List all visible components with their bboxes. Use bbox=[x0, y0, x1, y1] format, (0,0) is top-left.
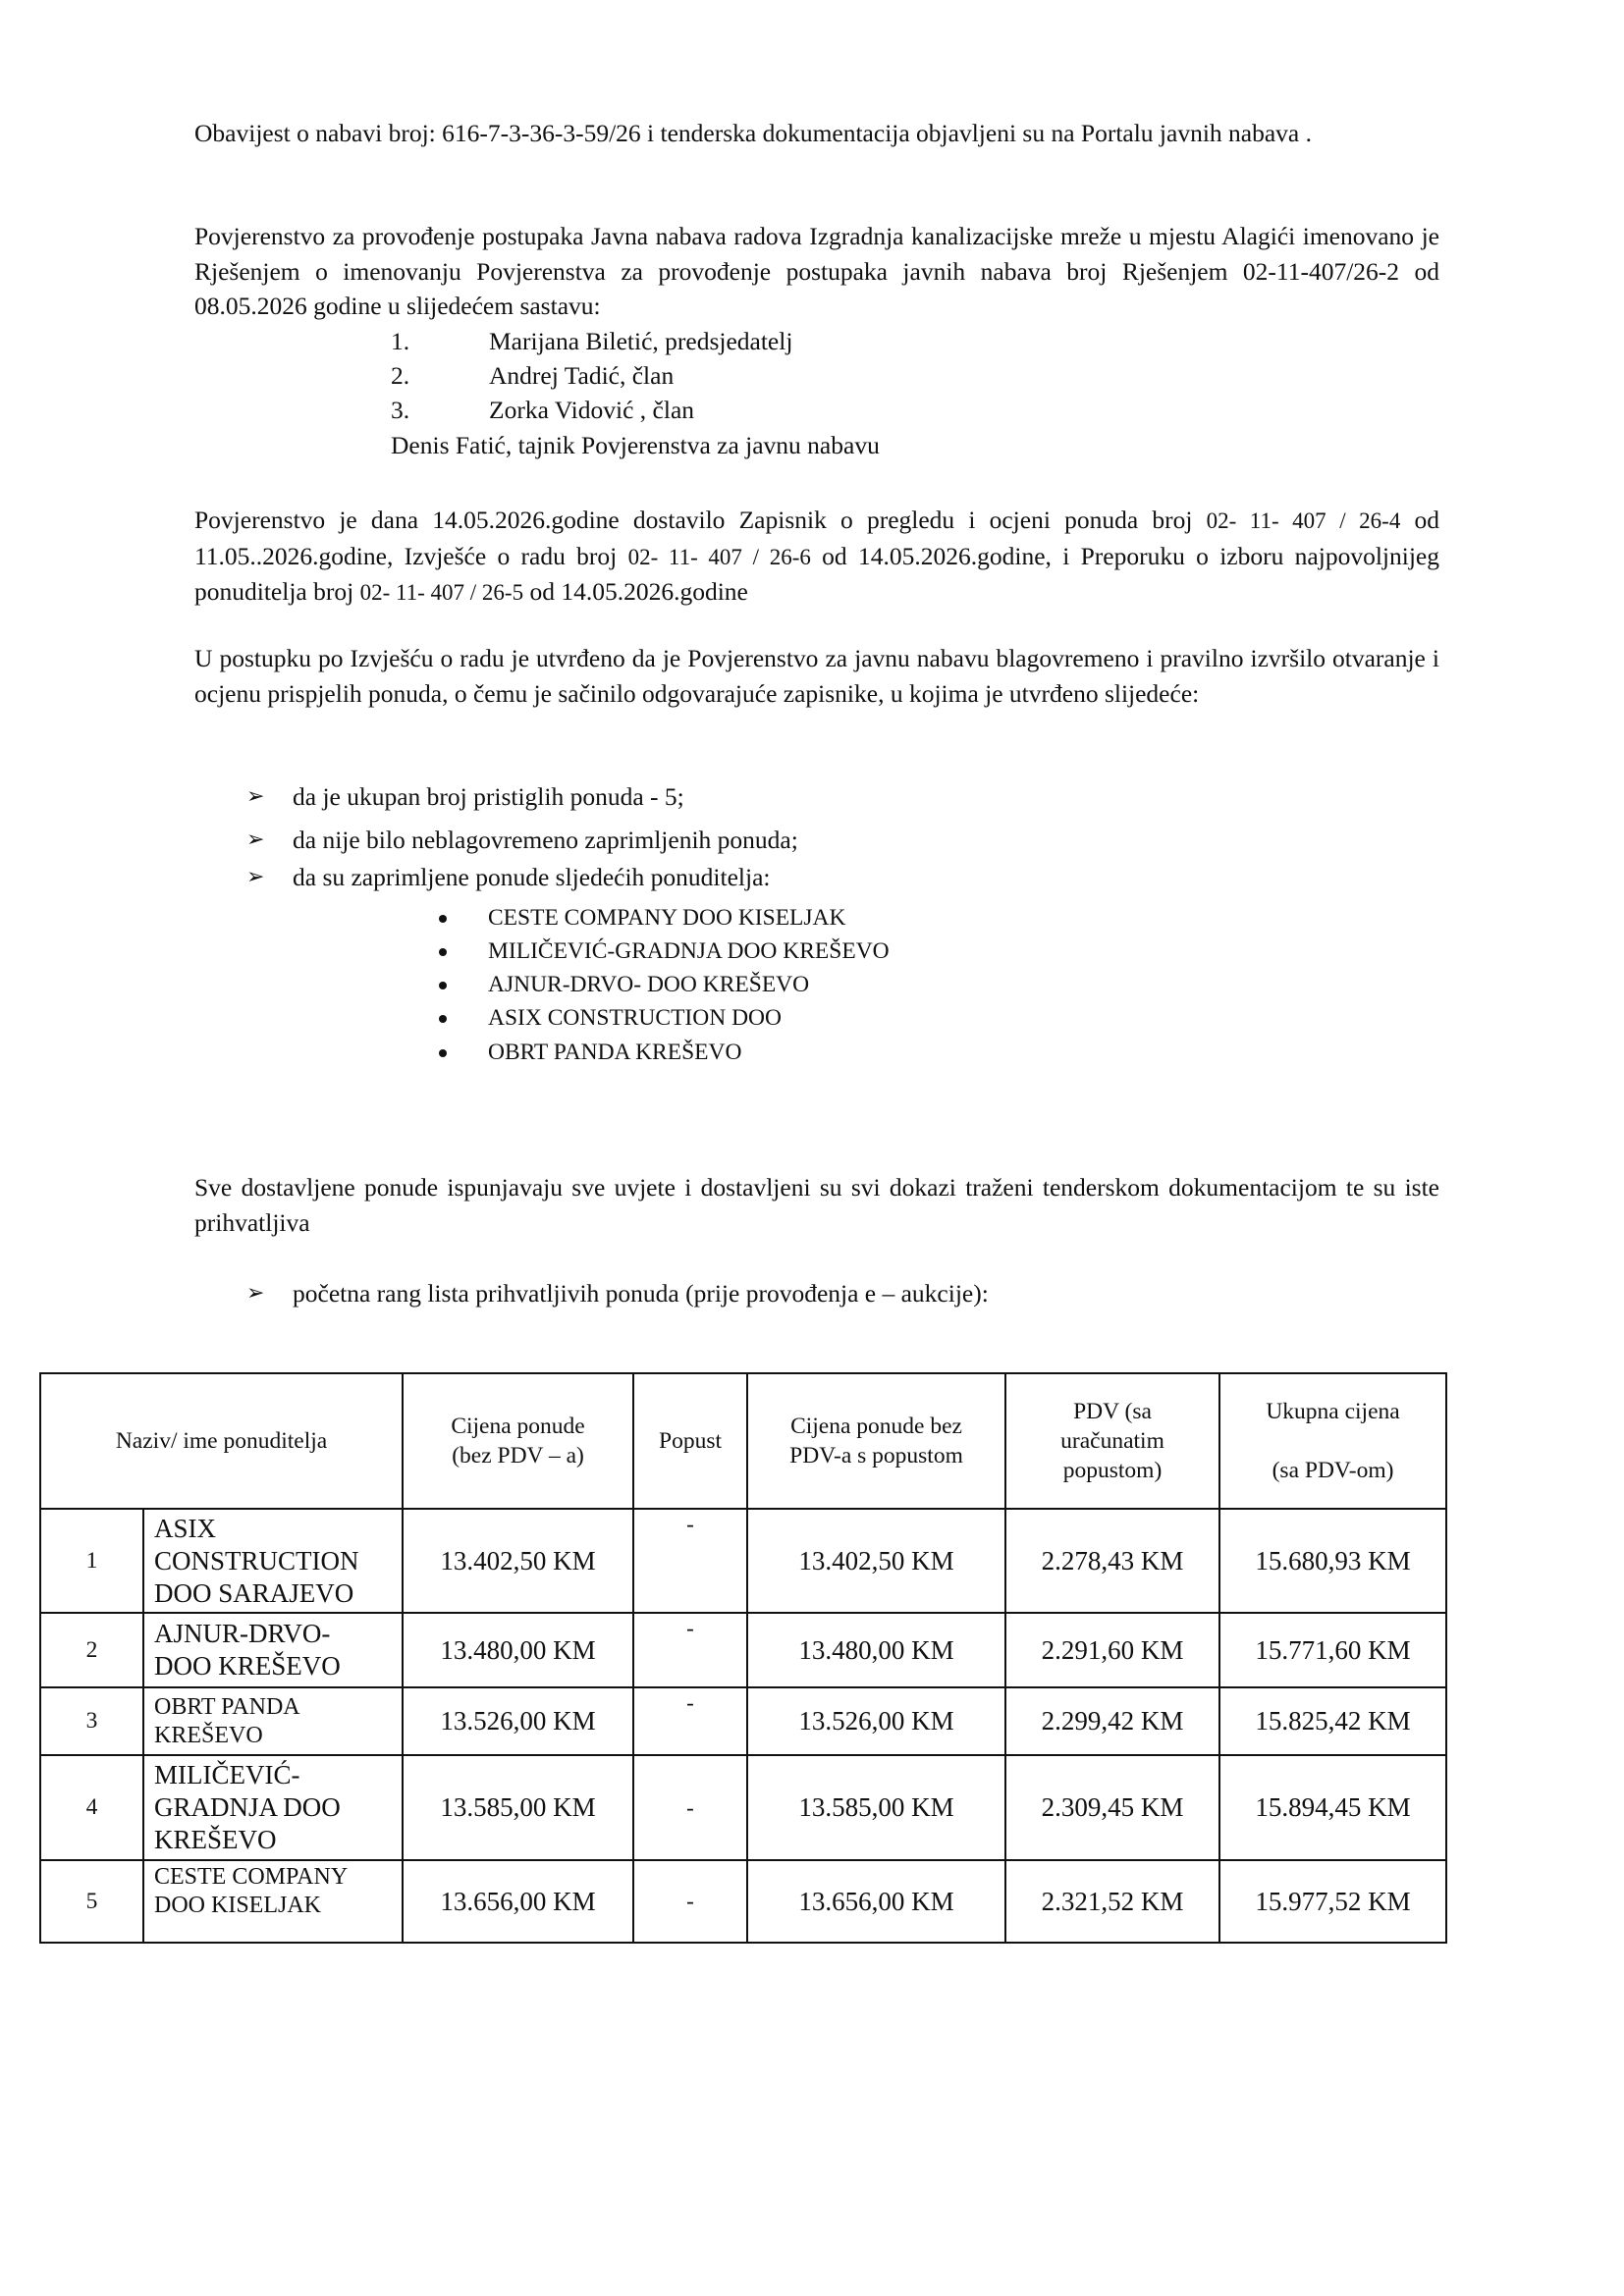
header-text: Cijena ponude bbox=[451, 1414, 585, 1439]
discount-cell: - bbox=[633, 1687, 747, 1755]
bidder-cell bbox=[143, 1860, 403, 1943]
header-text: (bez PDV – a) bbox=[452, 1443, 584, 1468]
discount-cell: - bbox=[633, 1613, 747, 1687]
bidder-name-line: DOO KREŠEVO bbox=[154, 1651, 341, 1681]
header-name bbox=[40, 1373, 403, 1509]
price-discounted-cell: 13.585,00 KM bbox=[747, 1755, 1005, 1860]
table-row bbox=[40, 1860, 1446, 1943]
arrow-bullet-icon: ➢ bbox=[246, 828, 265, 852]
reference-number: 02- 11- 407 / 26-5 bbox=[359, 580, 524, 605]
price-discounted-cell: 13.656,00 KM bbox=[747, 1860, 1005, 1943]
member-number: 2. bbox=[391, 361, 410, 390]
table-row bbox=[40, 1687, 1446, 1755]
bidder-name-line: KREŠEVO bbox=[154, 1825, 277, 1854]
vat-cell: 2.299,42 KM bbox=[1005, 1687, 1219, 1755]
acceptance-paragraph bbox=[194, 1170, 1439, 1240]
price-discounted-cell: 13.402,50 KM bbox=[747, 1509, 1005, 1613]
finding-text: da nije bilo neblagovremeno zaprimljenih ponuda; bbox=[293, 826, 798, 854]
header-vat bbox=[1005, 1373, 1219, 1509]
committee-text: Povjerenstvo za provođenje postupaka Javna nabava radova Izgradnja kanalizacijske mreže u mjestu Alagići imenovano je Rješenjem o imenovanju Povjerenstva za provođenje postupaka javnih nabava broj Rješenjem 02-11-407/26-2 od 08.05.2026 godine u slijedećem sastavu: bbox=[194, 222, 1439, 320]
bullet-dot-icon bbox=[439, 1049, 447, 1057]
rank-cell: 2 bbox=[40, 1613, 143, 1687]
ranking-table bbox=[39, 1372, 1447, 1944]
report-paragraph bbox=[194, 503, 1439, 611]
report-text-part: od 14.05.2026.godine, i Preporuku o izboru najpovoljnijeg ponuditelja broj bbox=[194, 541, 1439, 606]
bidder-name-line: OBRT PANDA bbox=[154, 1693, 300, 1720]
bullet-dot-icon bbox=[439, 915, 447, 923]
secretary-name: Denis Fatić, tajnik Povjerenstva za javnu nabavu bbox=[391, 431, 880, 459]
header-text: uračunatim bbox=[1060, 1428, 1164, 1454]
bidder-cell bbox=[143, 1509, 403, 1613]
bidder-name: CESTE COMPANY DOO KISELJAK bbox=[488, 905, 846, 931]
findings-text: U postupku po Izvješću o radu je utvrđeno da je Povjerenstvo za javnu nabavu blagovremeno i pravilno izvršilo otvaranje i ocjenu prispjelih ponuda, o čemu je sačinilo odgovarajuće zapisnike, u kojima je utvrđeno slijedeće: bbox=[194, 644, 1439, 708]
reference-number: 02- 11- 407 / 26-6 bbox=[627, 544, 811, 569]
bidder-name-line: CONSTRUCTION bbox=[154, 1545, 359, 1575]
table-row bbox=[40, 1509, 1446, 1613]
vat-cell: 2.321,52 KM bbox=[1005, 1860, 1219, 1943]
bullet-dot-icon bbox=[439, 1015, 447, 1023]
report-text-part: od 14.05.2026.godine bbox=[523, 577, 748, 606]
rank-cell: 3 bbox=[40, 1687, 143, 1755]
finding-text: da su zaprimljene ponude sljedećih ponuditelja: bbox=[293, 863, 771, 891]
price-cell: 13.402,50 KM bbox=[403, 1509, 633, 1613]
header-text: popustom) bbox=[1062, 1458, 1163, 1483]
finding-text: da je ukupan broj pristiglih ponuda - 5; bbox=[293, 782, 684, 811]
total-cell: 15.825,42 KM bbox=[1219, 1687, 1446, 1755]
total-cell: 15.680,93 KM bbox=[1219, 1509, 1446, 1613]
member-name: Andrej Tadić, član bbox=[489, 361, 675, 390]
header-price-discounted bbox=[747, 1373, 1005, 1509]
vat-cell: 2.309,45 KM bbox=[1005, 1755, 1219, 1860]
vat-cell: 2.278,43 KM bbox=[1005, 1509, 1219, 1613]
table-header-row bbox=[40, 1373, 1446, 1509]
discount-cell: - bbox=[633, 1860, 747, 1943]
price-cell: 13.656,00 KM bbox=[403, 1860, 633, 1943]
rank-cell: 5 bbox=[40, 1860, 143, 1943]
price-cell: 13.526,00 KM bbox=[403, 1687, 633, 1755]
bidder-name-line: DOO SARAJEVO bbox=[154, 1577, 354, 1608]
header-text: PDV (sa bbox=[1073, 1399, 1152, 1424]
price-discounted-cell: 13.480,00 KM bbox=[747, 1613, 1005, 1687]
bidder-name-line: ASIX bbox=[154, 1513, 217, 1543]
bidder-name-line: CESTE COMPANY bbox=[154, 1864, 349, 1890]
price-discounted-cell: 13.526,00 KM bbox=[747, 1687, 1005, 1755]
rank-intro-text: početna rang lista prihvatljivih ponuda (prije provođenja e – aukcije): bbox=[293, 1279, 989, 1308]
price-cell: 13.585,00 KM bbox=[403, 1755, 633, 1860]
table-row bbox=[40, 1755, 1446, 1860]
bidder-cell bbox=[143, 1613, 403, 1687]
bidder-name-line: MILIČEVIĆ- bbox=[154, 1760, 300, 1789]
total-cell: 15.771,60 KM bbox=[1219, 1613, 1446, 1687]
committee-paragraph bbox=[194, 219, 1439, 324]
report-text-part: Povjerenstvo je dana 14.05.2026.godine dostavilo Zapisnik o pregledu i ocjeni ponuda broj bbox=[194, 506, 1207, 534]
header-text: (sa PDV-om) bbox=[1272, 1458, 1394, 1483]
header-text: Popust bbox=[659, 1428, 723, 1454]
bidder-name-line: KREŠEVO bbox=[154, 1722, 263, 1748]
header-total bbox=[1219, 1373, 1446, 1509]
vat-cell: 2.291,60 KM bbox=[1005, 1613, 1219, 1687]
bidder-name: AJNUR-DRVO- DOO KREŠEVO bbox=[488, 972, 810, 997]
arrow-bullet-icon: ➢ bbox=[246, 784, 265, 809]
reference-number: 02- 11- 407 / 26-4 bbox=[1206, 508, 1401, 533]
header-name-text: Naziv/ ime ponuditelja bbox=[115, 1428, 328, 1454]
bidder-name: ASIX CONSTRUCTION DOO bbox=[488, 1005, 782, 1031]
header-text: PDV-a s popustom bbox=[789, 1443, 963, 1468]
bidder-name-line: DOO KISELJAK bbox=[154, 1893, 321, 1918]
member-number: 3. bbox=[391, 396, 410, 424]
header-text: Cijena ponude bez bbox=[790, 1414, 962, 1439]
member-name: Marijana Biletić, predsjedatelj bbox=[489, 327, 793, 355]
findings-paragraph bbox=[194, 641, 1439, 711]
rank-cell: 4 bbox=[40, 1755, 143, 1860]
header-price bbox=[403, 1373, 633, 1509]
bidder-name: OBRT PANDA KREŠEVO bbox=[488, 1040, 742, 1065]
acceptance-text: Sve dostavljene ponude ispunjavaju sve uvjete i dostavljeni su svi dokazi traženi tenderskom dokumentacijom te su iste prihvatljiva bbox=[194, 1173, 1439, 1237]
report-text-part: od 11.05..2026.godine, Izvješće o radu broj bbox=[194, 506, 1440, 570]
notice-paragraph bbox=[194, 116, 1439, 151]
discount-cell: - bbox=[633, 1509, 747, 1613]
report-text bbox=[194, 503, 1439, 611]
table-row bbox=[40, 1613, 1446, 1687]
bidder-name: MILIČEVIĆ-GRADNJA DOO KREŠEVO bbox=[488, 938, 890, 964]
total-cell: 15.977,52 KM bbox=[1219, 1860, 1446, 1943]
member-number: 1. bbox=[391, 327, 410, 355]
bullet-dot-icon bbox=[439, 948, 447, 956]
bidder-cell bbox=[143, 1687, 403, 1755]
price-cell: 13.480,00 KM bbox=[403, 1613, 633, 1687]
arrow-bullet-icon: ➢ bbox=[246, 865, 265, 889]
bidder-name-line: AJNUR-DRVO- bbox=[154, 1619, 331, 1648]
notice-text: Obavijest o nabavi broj: 616-7-3-36-3-59/26 i tenderska dokumentacija objavljeni su na Portalu javnih nabava . bbox=[194, 119, 1312, 147]
header-discount bbox=[633, 1373, 747, 1509]
bullet-dot-icon bbox=[439, 982, 447, 989]
bidder-name-line: GRADNJA DOO bbox=[154, 1792, 341, 1822]
total-cell: 15.894,45 KM bbox=[1219, 1755, 1446, 1860]
arrow-bullet-icon: ➢ bbox=[246, 1281, 265, 1306]
discount-cell: - bbox=[633, 1755, 747, 1860]
member-name: Zorka Vidović , član bbox=[489, 396, 695, 424]
header-text: Ukupna cijena bbox=[1266, 1399, 1400, 1424]
bidder-cell bbox=[143, 1755, 403, 1860]
rank-cell: 1 bbox=[40, 1509, 143, 1613]
